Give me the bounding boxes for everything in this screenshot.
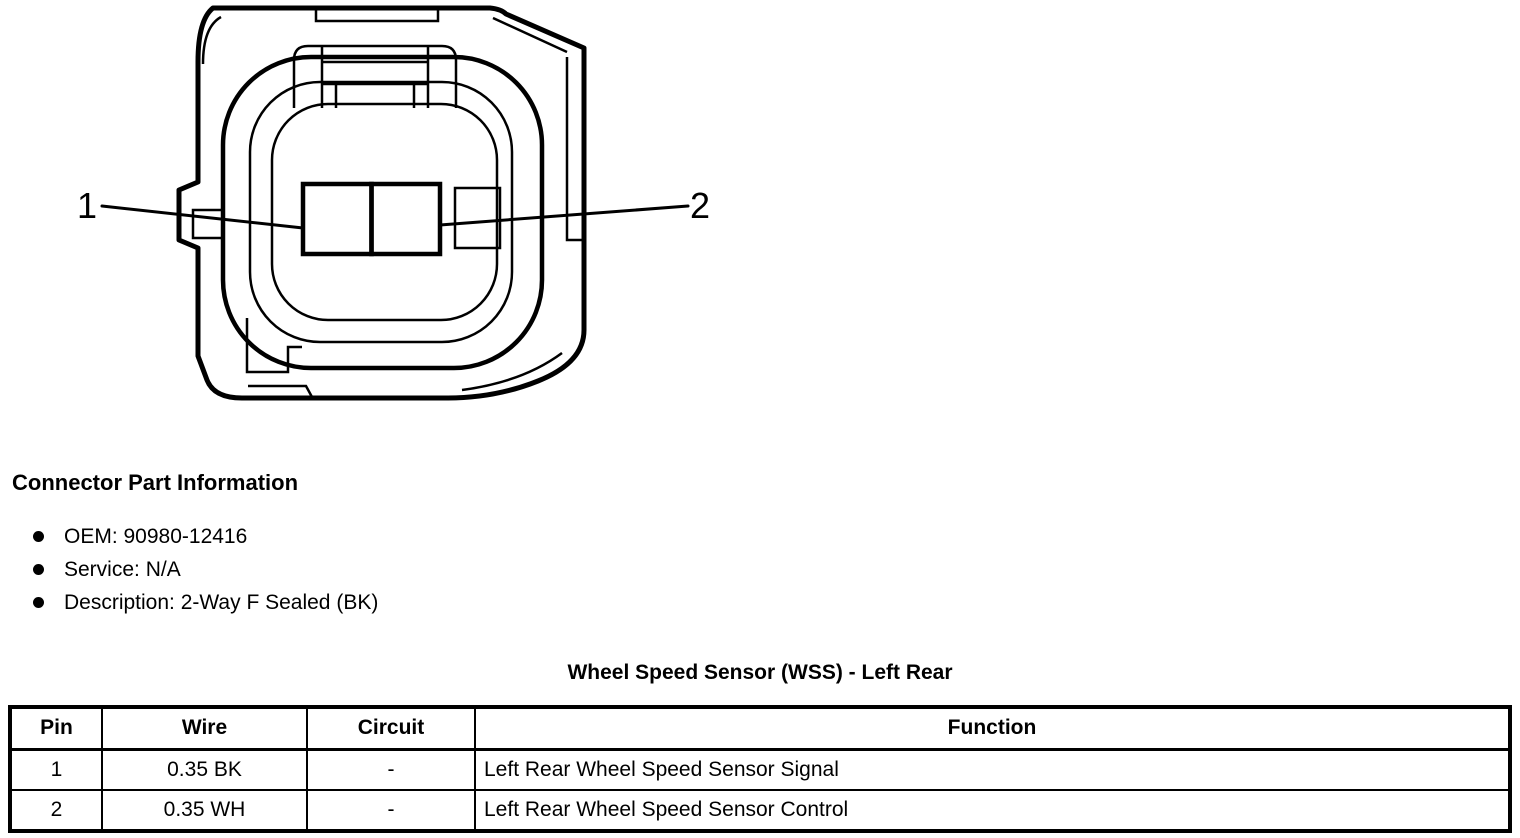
cell-pin: 2	[10, 790, 102, 831]
list-item-text: Service: N/A	[64, 558, 181, 581]
pinout-table-container	[8, 705, 1512, 833]
list-item-text: OEM: 90980-12416	[64, 525, 248, 548]
inner-wall-lines	[193, 17, 583, 397]
cell-wire: 0.35 WH	[102, 790, 307, 831]
pinout-table	[8, 705, 1512, 833]
seal-ring-inner	[272, 104, 497, 320]
terminal-cavity-2	[372, 184, 441, 254]
table-title: Wheel Speed Sensor (WSS) - Left Rear	[567, 661, 953, 684]
terminal-cavity-1	[303, 184, 372, 254]
bullet-icon	[33, 597, 44, 608]
cell-function: Left Rear Wheel Speed Sensor Signal	[475, 749, 1510, 790]
cell-circuit: -	[307, 790, 475, 831]
list-item-oem	[33, 524, 378, 557]
column-header-pin: Pin	[10, 707, 102, 749]
list-item-service	[33, 557, 378, 590]
cell-pin: 1	[10, 749, 102, 790]
top-notch	[316, 9, 438, 21]
cell-circuit: -	[307, 749, 475, 790]
connector-housing-outline	[179, 8, 584, 398]
table-row	[10, 749, 1510, 790]
bullet-icon	[33, 531, 44, 542]
connector-diagram	[0, 0, 760, 432]
right-index-tab	[455, 188, 500, 248]
cell-wire: 0.35 BK	[102, 749, 307, 790]
column-header-wire: Wire	[102, 707, 307, 749]
column-header-function: Function	[475, 707, 1510, 749]
pin-2-leader-line	[440, 206, 688, 225]
cell-function: Left Rear Wheel Speed Sensor Control	[475, 790, 1510, 831]
connector-info-list	[33, 524, 378, 623]
pin-1-label: 1	[77, 185, 98, 226]
table-row	[10, 790, 1510, 831]
pin-2-label: 2	[690, 185, 711, 226]
table-header-row	[10, 707, 1510, 749]
column-header-circuit: Circuit	[307, 707, 475, 749]
bullet-icon	[33, 564, 44, 575]
list-item-description	[33, 590, 378, 623]
section-heading: Connector Part Information	[12, 470, 299, 495]
list-item-text: Description: 2-Way F Sealed (BK)	[64, 591, 379, 614]
